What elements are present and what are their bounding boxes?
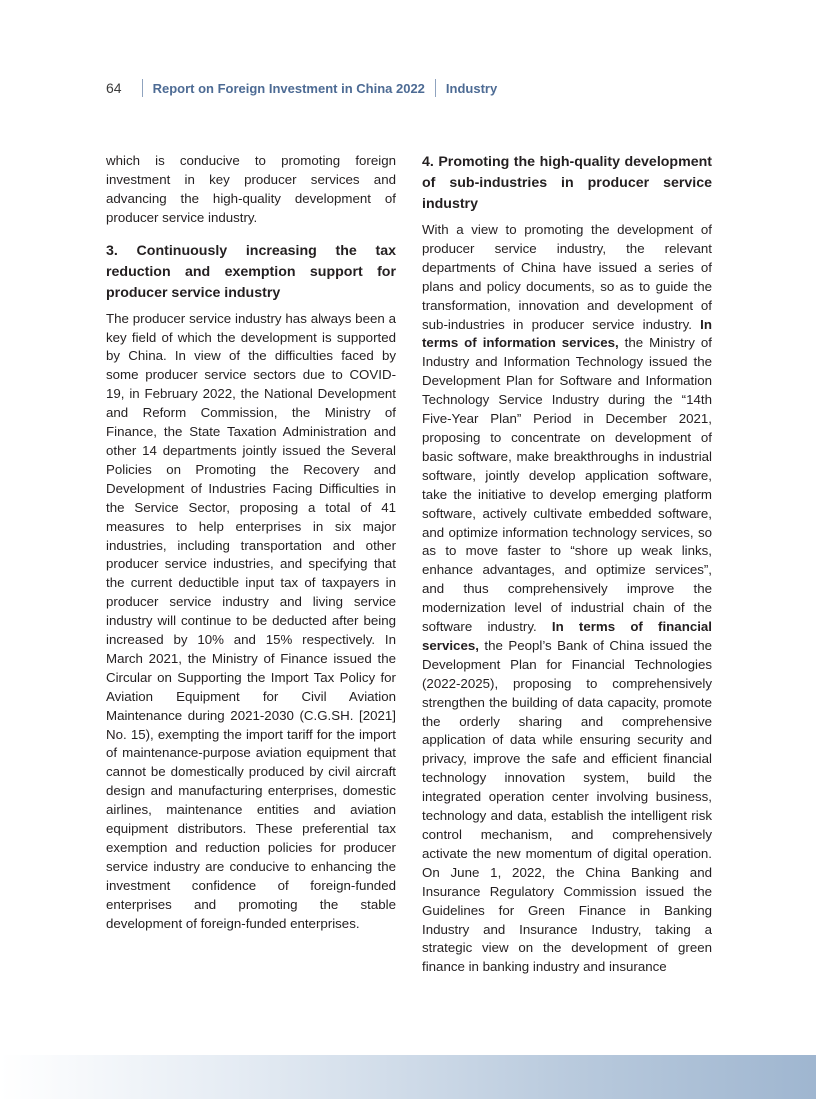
left-column bbox=[106, 152, 396, 934]
footer-gradient-band bbox=[0, 1055, 816, 1099]
section-4-text: With a view to promoting the development of producer service industry, the relevant departments of China have issued a series of plans and policy documents, so as to guide the transformation, innovation and development of sub-industries in producer service industry. bbox=[422, 222, 712, 332]
section-4-text: the Peopl’s Bank of China issued the Development Plan for Financial Technologies (2022-2025), proposing to comprehensively strengthen the building of data capacity, promote the orderly sharing and comprehensive application of data while ensuring security and privacy, improve the safe and efficient financial technology innovation system, build the integrated operation center involving business, technology and data, establish the intelligent risk control mechanism, and comprehensively activate the new momentum of digital operation. On June 1, 2022, the China Banking and Insurance Regulatory Commission issued the Guidelines for Green Finance in Banking Industry and Insurance Industry, taking a strategic view on the development of green finance in banking industry and insurance bbox=[422, 637, 712, 975]
header-divider bbox=[142, 79, 143, 97]
financial-services-lead: In terms of financial services, bbox=[422, 619, 712, 653]
intro-paragraph: which is conducive to promoting foreign investment in key producer services and advancing the high-quality development of producer service industry. bbox=[106, 153, 396, 225]
right-column bbox=[422, 152, 712, 977]
section-4-heading: 4. Promoting the high-quality development of sub-industries in producer service industry bbox=[422, 154, 712, 212]
header-divider bbox=[435, 79, 436, 97]
section-name: Industry bbox=[445, 80, 498, 96]
information-services-lead: In terms of information services, bbox=[422, 316, 712, 351]
section-3-paragraph: The producer service industry has always been a key field of which the development is supported by China. In view of the difficulties faced by some producer service sectors due to COVID-19, in February 2022, the National Development and Reform Commission, the Ministry of Finance, the State Taxation Administration and other 14 departments jointly issued the Several Policies on Promoting the Recovery and Development of Industries Facing Difficulties in the Service Sector, proposing a total of 41 measures to help enterprises in six major industries, including transportation and other producer service industries, and specifying that the current deductible input tax of taxpayers in producer service industry and living service industry will continue to be deducted after being increased by 10% and 15% respectively. In March 2021, the Ministry of Finance issued the Circular on Supporting the Import Tax Policy for Aviation Equipment for Civil Aviation Maintenance during 2021-2030 (C.G.SH. [2021] No. 15), exempting the import tariff for the import of maintenance-purpose aviation equipment that cannot be domestically produced by civil aircraft design and manufacturing enterprises, domestic airlines, maintenance entities and aviation equipment distributors. These preferential tax exemption and reduction policies for producer service industry are conducive to enhancing the investment confidence of foreign-funded enterprises and promoting the stable development of foreign-funded enterprises. bbox=[106, 310, 396, 931]
section-4-paragraph bbox=[422, 221, 712, 977]
running-header bbox=[106, 78, 497, 98]
page-number: 64 bbox=[106, 80, 122, 96]
section-3-heading: 3. Continuously increasing the tax reduction and exemption support for producer service industry bbox=[106, 242, 396, 301]
report-title: Report on Foreign Investment in China 2022 bbox=[152, 80, 425, 96]
section-4-text: the Ministry of Industry and Information Technology issued the Development Plan for Software and Information Technology Service Industry during the “14th Five-Year Plan” Period in December 2021, proposing to concentrate on development of basic software, make breakthroughs in industrial software, jointly develop application software, take the initiative to develop emerging platform software, actively cultivate embedded software, and optimize information technology services, so as to move faster to “shore up weak links, enhance advantages, and optimize services”, and thus comprehensively improve the modernization level of industrial chain of the software industry. bbox=[422, 335, 712, 635]
